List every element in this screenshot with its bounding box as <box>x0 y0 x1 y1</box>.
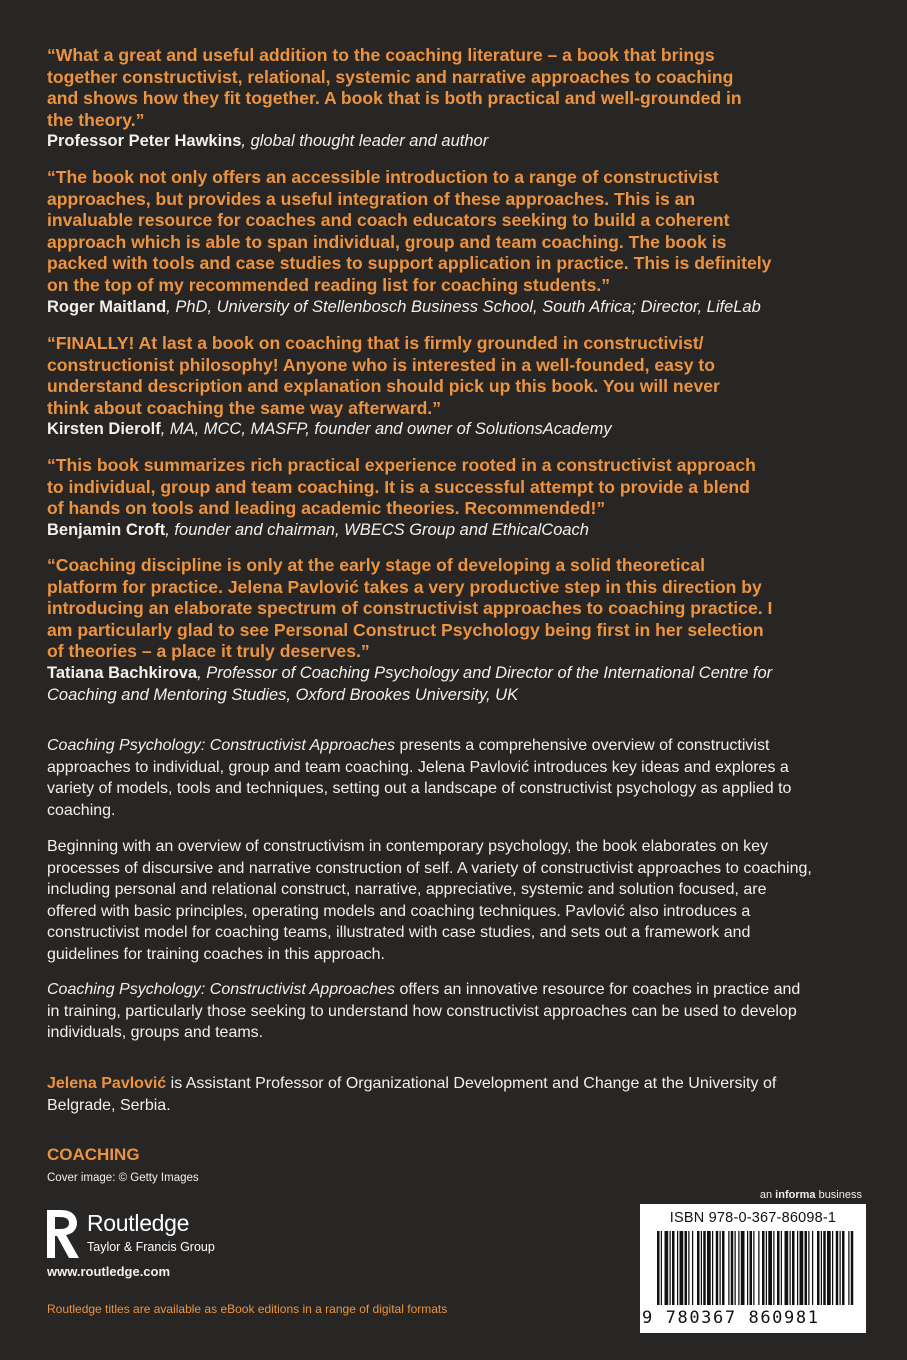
barcode-bar <box>750 1231 753 1305</box>
ebook-note: Routledge titles are available as eBook editions in a range of digital formats <box>47 1302 448 1316</box>
endorsement-attribution <box>47 419 865 441</box>
description-paragraph-1 <box>47 735 867 821</box>
barcode-bar <box>758 1231 759 1305</box>
book-title: Coaching Psychology: Constructivist Approaches <box>47 737 396 754</box>
barcode-bar <box>657 1231 660 1305</box>
barcode-bar <box>800 1231 804 1305</box>
endorsement-quote: “The book not only offers an accessible introduction to a range of constructivist approaches, but provides a useful integration of these approaches. This is an invaluable resource for coaches and coach educators seeking to build a coherent approach which is able to span individual, group and team coaching. The book is packed with tools and case studies to support application in practice. This is definitely on the top of my recommended reading list for coaching students.” <box>47 167 772 295</box>
routledge-r-icon <box>45 1208 83 1260</box>
barcode <box>649 1231 857 1309</box>
barcode-bar <box>753 1231 754 1305</box>
barcode-bar <box>766 1231 767 1305</box>
barcode-bar <box>692 1231 693 1305</box>
endorsement-attribution <box>47 520 865 542</box>
barcode-bar <box>840 1231 841 1305</box>
barcode-bar <box>848 1231 849 1305</box>
paragraph-text: presents a comprehensive overview of constructivist approaches to individual, group and team coaching. Jelena Pavlović introduces key ideas and explores a variety of models, tools and techniques, setting out a landscape of constructivist psychology as applied to coaching. <box>47 737 792 819</box>
barcode-bar <box>735 1231 736 1305</box>
barcode-bar <box>817 1231 820 1305</box>
subject-category: COACHING <box>47 1145 140 1164</box>
barcode-bar <box>672 1231 675 1305</box>
barcode-bar <box>823 1231 826 1305</box>
barcode-bar <box>738 1231 739 1305</box>
barcode-bar <box>781 1231 782 1305</box>
barcode-bar <box>836 1231 839 1305</box>
barcode-bar <box>731 1231 734 1305</box>
barcode-bar <box>722 1231 725 1305</box>
endorsement-attribution <box>47 297 865 319</box>
barcode-bar <box>777 1231 780 1305</box>
barcode-bar <box>773 1231 774 1305</box>
barcode-bar <box>707 1231 711 1305</box>
barcode-bar <box>790 1231 791 1305</box>
barcode-bar <box>728 1231 729 1305</box>
publisher-logo <box>45 1208 235 1260</box>
publisher-group: Taylor & Francis Group <box>87 1240 215 1254</box>
barcode-bar <box>827 1231 831 1305</box>
barcode-bar <box>808 1231 809 1305</box>
endorsement-quote: “What a great and useful addition to the coaching literature – a book that brings together constructivist, relational, systemic and narrative approaches to coaching and shows how they fit together. A book that is both practical and well-grounded in the theory.” <box>47 45 742 130</box>
endorser-role: , MA, MCC, MASFP, founder and owner of SolutionsAcademy <box>160 420 612 439</box>
barcode-bar <box>797 1231 798 1305</box>
endorser-name: Professor Peter Hawkins <box>47 132 242 151</box>
barcode-bar <box>851 1231 854 1305</box>
endorser-role: , founder and chairman, WBECS Group and EthicalCoach <box>165 520 589 539</box>
barcode-bar <box>762 1231 765 1305</box>
endorser-name: Kirsten Dierolf <box>47 420 161 439</box>
endorser-role: , global thought leader and author <box>241 132 489 151</box>
endorser-name: Benjamin Croft <box>47 520 166 539</box>
barcode-bar <box>701 1231 702 1305</box>
book-title: Coaching Psychology: Constructivist Approaches <box>47 981 396 998</box>
endorsement-attribution <box>47 131 865 153</box>
description-paragraph-3 <box>47 979 867 1044</box>
endorsement-attribution <box>47 663 865 706</box>
barcode-bar <box>685 1231 688 1305</box>
informa-tagline <box>760 1189 862 1201</box>
barcode-bar <box>792 1231 795 1305</box>
barcode-bar <box>716 1231 719 1305</box>
author-bio <box>47 1073 867 1116</box>
description-paragraph-2 <box>47 836 867 966</box>
author-bio-text: is Assistant Professor of Organizational Development and Change at the University of Belgrade, Serbia. <box>47 1075 777 1114</box>
endorsement-5 <box>47 555 865 706</box>
isbn-barcode-box <box>640 1204 866 1333</box>
barcode-bar <box>768 1231 772 1305</box>
publisher-name: Routledge <box>87 1210 190 1236</box>
endorser-role: , Professor of Coaching Psychology and Director of the International Centre for Coaching and Mentoring Studies, Oxford Brookes University, UK <box>47 663 773 704</box>
endorsement-1 <box>47 45 865 153</box>
endorsement-quote: “This book summarizes rich practical experience rooted in a constructivist approach to individual, group and team coaching. It is a successful attempt to provide a blend of hands on tools and leading academic theories. Recommended!” <box>47 455 756 519</box>
informa-prefix: an <box>759 1189 776 1201</box>
barcode-bar <box>665 1231 669 1305</box>
endorsement-2 <box>47 167 865 318</box>
barcode-bar <box>661 1231 662 1305</box>
informa-brand: informa <box>775 1189 816 1201</box>
isbn-label: ISBN 978-0-367-86098-1 <box>669 1210 837 1226</box>
publisher-website[interactable]: www.routledge.com <box>47 1264 171 1279</box>
endorsement-quote: “FINALLY! At last a book on coaching that is firmly grounded in constructivist/ constructionist philosophy! Anyone who is interested in a well-founded, easy to understand description and explanation should pick up this book. You will never think about coaching the same way afterward.” <box>47 333 720 418</box>
barcode-bar <box>832 1231 833 1305</box>
endorser-name: Roger Maitland <box>47 297 167 316</box>
barcode-bar <box>688 1231 689 1305</box>
barcode-bar <box>670 1231 671 1305</box>
barcode-bar <box>741 1231 745 1305</box>
barcode-bar <box>680 1231 684 1305</box>
paragraph-text: Beginning with an overview of constructivism in contemporary psychology, the book elaborates on key processes of discursive and narrative construction of self. A variety of constructivist approaches to coaching, including personal and relational construct, narrative, appreciative, systemic and solution focused, are offered with basic principles, operating models and coaching techniques. Pavlović also introduces a constructivist model for coaching teams, illustrated with case studies, and sets out a framework and guidelines for training coaches in this approach. <box>47 838 812 963</box>
barcode-bar <box>712 1231 713 1305</box>
barcode-bar <box>747 1231 748 1305</box>
endorsement-3 <box>47 333 865 441</box>
barcode-bar <box>677 1231 678 1305</box>
informa-suffix: business <box>815 1189 862 1201</box>
cover-image-credit: Cover image: © Getty Images <box>47 1172 199 1184</box>
barcode-bar <box>703 1231 706 1305</box>
paragraph-text: offers an innovative resource for coaches in practice and in training, particularly those seeking to understand how constructivist approaches can be used to develop individuals, groups and teams. <box>47 981 801 1042</box>
endorsement-quote: “Coaching discipline is only at the early stage of developing a solid theoretical platform for practice. Jelena Pavlović takes a very productive step in this direction by introducing an elaborate spectrum of constructivist approaches to coaching practice. I am particularly glad to see Personal Construct Psychology being first in her selection of theories – a place it truly deserves.” <box>47 555 773 662</box>
barcode-bar <box>812 1231 813 1305</box>
author-name: Jelena Pavlović <box>47 1075 167 1092</box>
barcode-bar <box>842 1231 845 1305</box>
barcode-bar <box>821 1231 822 1305</box>
barcode-bar <box>805 1231 808 1305</box>
endorser-role: , PhD, University of Stellenbosch Business School, South Africa; Director, LifeLab <box>166 297 761 316</box>
barcode-bar <box>785 1231 789 1305</box>
endorsement-4 <box>47 455 865 541</box>
barcode-bar <box>697 1231 700 1305</box>
barcode-bar <box>720 1231 721 1305</box>
barcode-digits-text: 9 780367 860981 <box>642 1308 820 1328</box>
endorser-name: Tatiana Bachkirova <box>47 663 198 682</box>
